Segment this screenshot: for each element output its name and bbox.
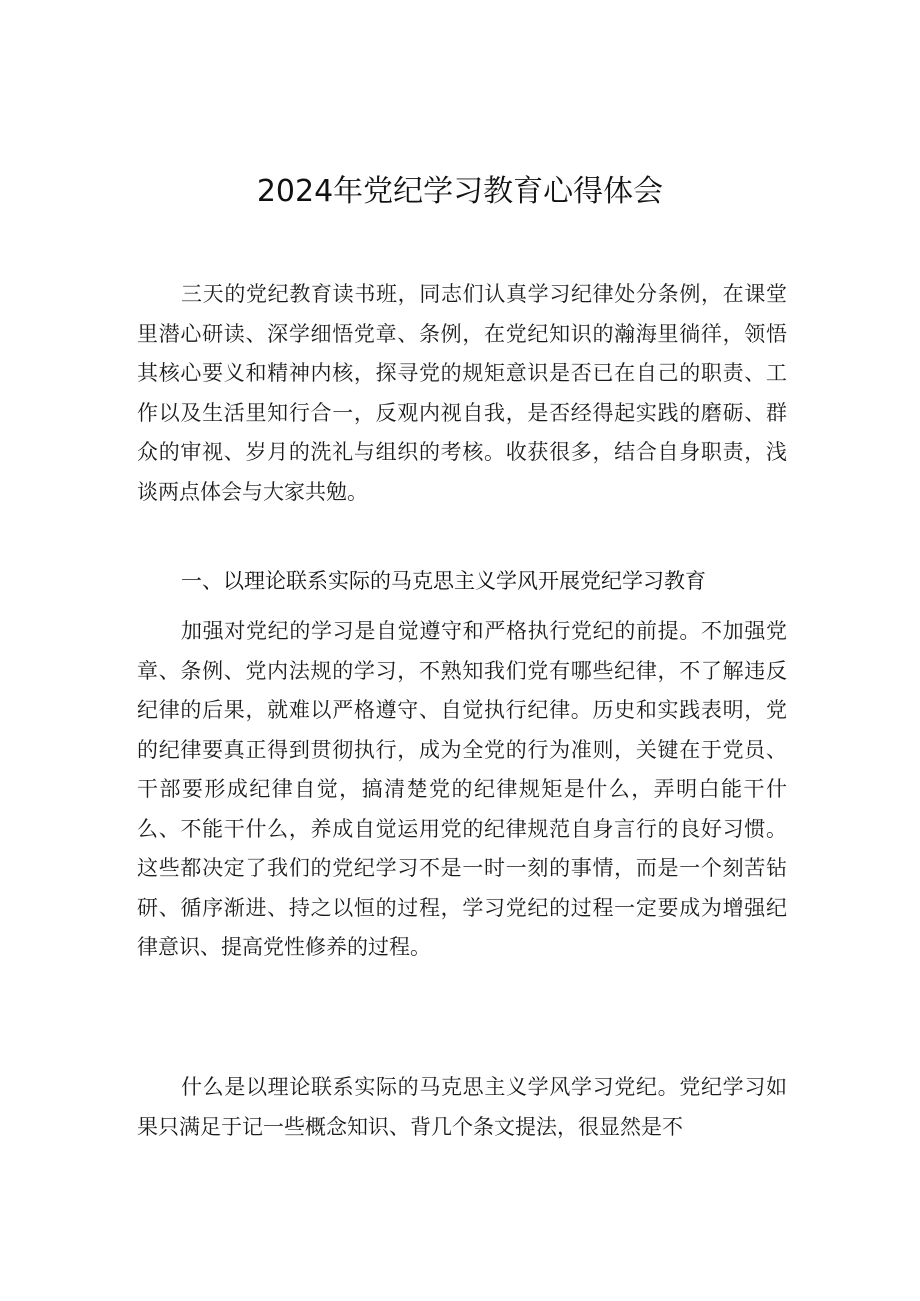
paragraph-section-1-continued: 什么是以理论联系实际的马克思主义学风学习党纪。党纪学习如果只满足于记一些概念知识、背几个条文提法，很显然是不 [137,1075,787,1139]
document-title: 2024年党纪学习教育心得体会 [256,174,664,209]
section-heading-1: 一、以理论联系实际的马克思主义学风开展党纪学习教育 [181,569,706,593]
paragraph-section-1: 加强对党纪的学习是自觉遵守和严格执行党纪的前提。不加强党章、条例、党内法规的学习，不熟知我们党有哪些纪律，不了解违反纪律的后果，就难以严格遵守、自觉执行纪律。历史和实践表明，党的纪律要真正得到贯彻执行，成为全党的行为准则，关键在于党员、干部要形成纪律自觉，搞清楚党的纪律规矩是什么，弄明白能干什么、不能干什么，养成自觉运用党的纪律规范自身言行的良好习惯。这些都决定了我们的党纪学习不是一时一刻的事情，而是一个刻苦钻研、循序渐进、持之以恒的过程，学习党纪的过程一定要成为增强纪律意识、提高党性修养的过程。 [137,619,787,959]
paragraph-intro: 三天的党纪教育读书班，同志们认真学习纪律处分条例，在课堂里潜心研读、深学细悟党章、条例，在党纪知识的瀚海里徜徉，领悟其核心要义和精神内核，探寻党的规矩意识是否已在自己的职责、工作以及生活里知行合一，反观内视自我，是否经得起实践的磨砺、群众的审视、岁月的洗礼与组织的考核。收获很多，结合自身职责，浅谈两点体会与大家共勉。 [137,282,787,504]
